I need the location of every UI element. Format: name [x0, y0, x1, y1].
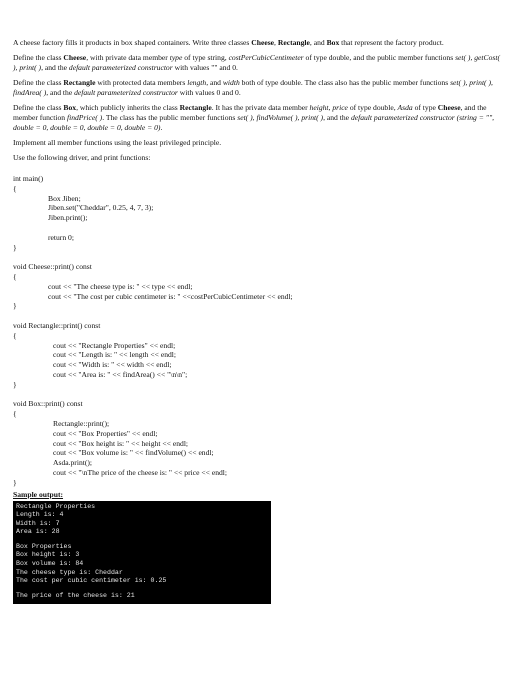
code-line: { — [13, 330, 17, 340]
code-line: } — [13, 242, 17, 252]
code-line — [13, 223, 501, 233]
terminal-line: The price of the cheese is: 21 — [16, 591, 135, 599]
terminal-line: The cost per cubic centimeter is: 0.25 — [16, 577, 167, 585]
terminal-line: Area is: 28 — [16, 528, 60, 536]
code-line: { — [13, 183, 17, 193]
document-page — [13, 38, 501, 604]
terminal-line: Length is: 4 — [16, 511, 64, 519]
terminal-line: Box height is: 3 — [16, 551, 80, 559]
code-line: cout << "Area is: " << findArea() << "\n\n"; — [53, 369, 188, 379]
intro-paragraph-1: A cheese factory fills it products in box shaped containers. Write three classes Cheese, Rectangle, and Box that represent the factory product. — [13, 38, 444, 47]
code-listing — [13, 174, 501, 488]
code-line: cout << "\nThe price of the cheese is: " << price << endl; — [53, 467, 228, 477]
code-line — [13, 390, 501, 400]
class-name-box: Box — [326, 38, 340, 47]
code-line: cout << "Box volume is: " << findVolume() << endl; — [53, 448, 214, 458]
code-line: return 0; — [48, 232, 74, 242]
terminal-line: Width is: 7 — [16, 519, 60, 527]
code-line: cout << "Length is: " << length << endl; — [53, 350, 177, 360]
intro-paragraph-4: Define the class Box, which publicly inherits the class Rectangle. It has the private data member height, price of type double, Asda of type Cheese, and the member function findPrice( ). The class has the public member functions set( ), findVolume( ), print( ), and the default parameterized constructor (string = "", double = 0, double = 0, double = 0, double = 0). — [13, 103, 495, 132]
code-line: } — [13, 379, 17, 389]
code-line: { — [13, 271, 17, 281]
sample-output-terminal — [13, 501, 271, 605]
code-line: void Cheese::print() const — [13, 262, 92, 272]
code-line — [13, 311, 501, 321]
code-line: Jiben.print(); — [48, 213, 88, 223]
code-line: void Box::print() const — [13, 399, 83, 409]
code-line: void Rectangle::print() const — [13, 320, 101, 330]
sample-output-title: Sample output: — [13, 489, 64, 499]
terminal-line: Box volume is: 84 — [16, 560, 84, 568]
terminal-line: The cheese type is: Cheddar — [16, 568, 123, 576]
code-line: cout << "Box height is: " << height << endl; — [53, 438, 189, 448]
code-line: cout << "The cheese type is: " << type << endl; — [48, 281, 193, 291]
code-line: Rectangle::print(); — [53, 418, 110, 428]
code-line: } — [13, 477, 17, 487]
code-line: cout << "Box Properties" << endl; — [53, 428, 158, 438]
intro-paragraph-6: Use the following driver, and print functions: — [13, 153, 151, 162]
code-line: cout << "Width is: " << width << endl; — [53, 360, 172, 370]
terminal-line: Box Properties — [16, 542, 72, 550]
intro-paragraph-5: Implement all member functions using the least privileged principle. — [13, 138, 222, 147]
intro-paragraph-2: Define the class Cheese, with private data member type of type string, costPerCubicCentimeter of type double, and the public member functions set( ), getCost( ), print( ), and the default parameterized constructor with values "" and 0. — [13, 53, 500, 72]
code-line: Asda.print(); — [53, 458, 93, 468]
code-line: Jiben.set("Cheddar", 0.25, 4, 7, 3); — [48, 203, 154, 213]
terminal-line: Rectangle Properties — [16, 502, 96, 510]
code-line: cout << "The cost per cubic centimeter is: " <<costPerCubicCentimeter << endl; — [48, 291, 293, 301]
class-name-rectangle: Rectangle — [277, 38, 310, 47]
intro-paragraph-3: Define the class Rectangle with protected data members length, and width both of type double. The class also has the public member functions set( ), print( ), findArea( ), and the default parameterized constructor with values 0 and 0. — [13, 78, 493, 97]
code-line — [13, 252, 501, 262]
code-line: cout << "Rectangle Properties" << endl; — [53, 340, 176, 350]
code-line: } — [13, 301, 17, 311]
code-line: Box Jiben; — [48, 193, 81, 203]
code-line: { — [13, 409, 17, 419]
code-line: int main() — [13, 174, 44, 183]
class-name-cheese: Cheese — [251, 38, 275, 47]
